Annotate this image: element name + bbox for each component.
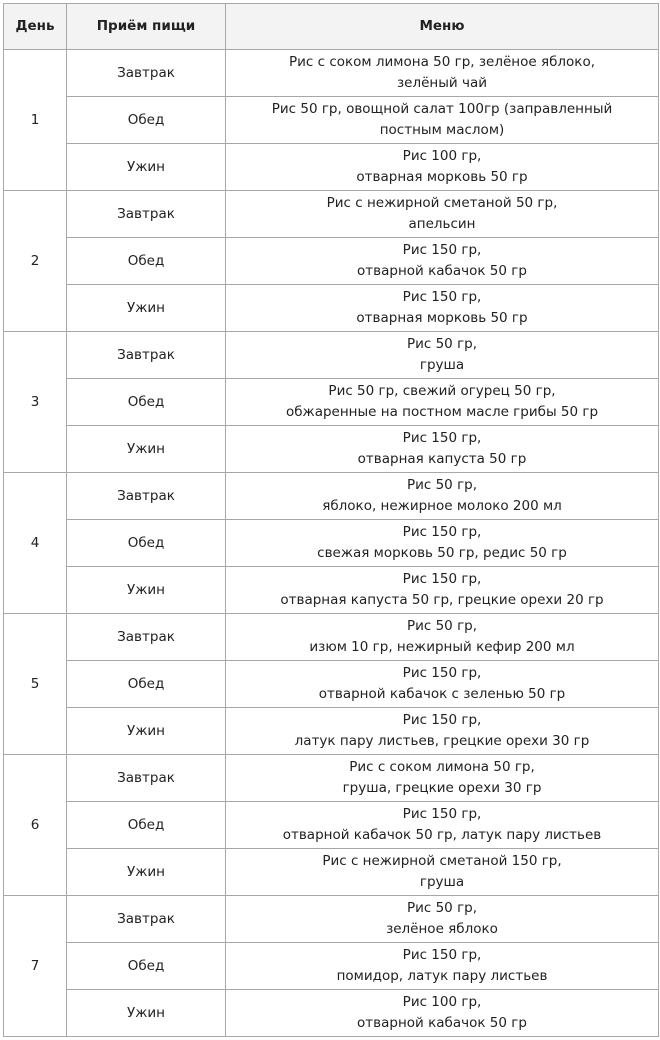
menu-cell [226, 755, 659, 802]
menu-cell [226, 943, 659, 990]
menu-line: отварной кабачок с зеленью 50 гр [318, 686, 566, 702]
meal-name-cell: Обед [67, 943, 226, 990]
table-row [4, 802, 659, 849]
menu-cell [226, 238, 659, 285]
menu-cell [226, 896, 659, 943]
menu-line: груша [419, 874, 465, 890]
menu-cell [226, 191, 659, 238]
menu-line: Рис 150 гр, [402, 665, 482, 681]
header-day: День [4, 4, 67, 50]
table-row [4, 332, 659, 379]
menu-line: Рис 150 гр, [402, 947, 482, 963]
menu-line: отварной кабачок 50 гр, латук пару листьев [282, 827, 602, 843]
menu-line: помидор, латук пару листьев [336, 968, 548, 984]
menu-line: Рис 50 гр, [406, 618, 478, 634]
diet-menu-table [3, 3, 659, 1037]
menu-cell [226, 567, 659, 614]
menu-cell [226, 144, 659, 191]
table-row [4, 520, 659, 567]
menu-line: отварная капуста 50 гр [357, 451, 527, 467]
day-number-cell: 6 [4, 755, 67, 896]
menu-line: Рис 50 гр, [406, 477, 478, 493]
menu-cell [226, 332, 659, 379]
table-row [4, 426, 659, 473]
table-row [4, 285, 659, 332]
menu-line: апельсин [408, 216, 476, 232]
meal-name-cell: Завтрак [67, 332, 226, 379]
menu-cell [226, 849, 659, 896]
table-row [4, 990, 659, 1037]
table-row [4, 896, 659, 943]
menu-cell [226, 614, 659, 661]
table-row [4, 849, 659, 896]
menu-line: свежая морковь 50 гр, редис 50 гр [317, 545, 567, 561]
menu-cell [226, 97, 659, 144]
header-meal: Приём пищи [67, 4, 226, 50]
menu-line: отварной кабачок 50 гр [357, 263, 527, 279]
table-body [4, 50, 659, 1037]
menu-line: Рис с нежирной сметаной 50 гр, [326, 195, 558, 211]
meal-name-cell: Завтрак [67, 473, 226, 520]
menu-line: Рис 150 гр, [402, 524, 482, 540]
menu-line: обжаренные на постном масле грибы 50 гр [285, 404, 599, 420]
header-menu: Меню [226, 4, 659, 50]
meal-name-cell: Обед [67, 661, 226, 708]
header-row [4, 4, 659, 50]
meal-name-cell: Ужин [67, 990, 226, 1037]
table-row [4, 50, 659, 97]
meal-name-cell: Завтрак [67, 896, 226, 943]
menu-line: Рис 50 гр, [406, 900, 478, 916]
menu-line: Рис 150 гр, [402, 571, 482, 587]
menu-line: Рис с соком лимона 50 гр, зелёное яблоко, [288, 54, 595, 70]
meal-name-cell: Ужин [67, 285, 226, 332]
menu-cell [226, 661, 659, 708]
meal-name-cell: Обед [67, 238, 226, 285]
menu-line: груша [419, 357, 465, 373]
menu-line: отварной кабачок 50 гр [357, 1015, 527, 1031]
day-number-cell: 7 [4, 896, 67, 1037]
table-row [4, 379, 659, 426]
menu-line: отварная капуста 50 гр, грецкие орехи 20 гр [280, 592, 604, 608]
day-number-cell: 3 [4, 332, 67, 473]
menu-cell [226, 379, 659, 426]
menu-line: Рис 150 гр, [402, 806, 482, 822]
menu-line: Рис 150 гр, [402, 712, 482, 728]
menu-cell [226, 473, 659, 520]
table-row [4, 943, 659, 990]
menu-line: Рис 100 гр, [402, 148, 482, 164]
table-header [4, 4, 659, 50]
menu-line: Рис 50 гр, [406, 336, 478, 352]
menu-line: Рис с нежирной сметаной 150 гр, [322, 853, 562, 869]
meal-name-cell: Завтрак [67, 191, 226, 238]
menu-line: Рис 100 гр, [402, 994, 482, 1010]
menu-line: груша, грецкие орехи 30 гр [342, 780, 542, 796]
menu-line: зелёный чай [397, 75, 487, 91]
menu-line: Рис 150 гр, [402, 430, 482, 446]
table-row [4, 473, 659, 520]
menu-cell [226, 426, 659, 473]
table-row [4, 191, 659, 238]
table-row [4, 567, 659, 614]
menu-line: зелёное яблоко [386, 921, 498, 937]
menu-line: Рис 150 гр, [402, 242, 482, 258]
day-number-cell: 2 [4, 191, 67, 332]
menu-line: Рис с соком лимона 50 гр, [349, 759, 535, 775]
menu-line: Рис 50 гр, овощной салат 100гр (заправленный [271, 101, 613, 117]
meal-name-cell: Завтрак [67, 755, 226, 802]
table-row [4, 97, 659, 144]
table-row [4, 708, 659, 755]
menu-cell [226, 285, 659, 332]
meal-name-cell: Ужин [67, 426, 226, 473]
menu-line: отварная морковь 50 гр [356, 169, 528, 185]
meal-name-cell: Ужин [67, 849, 226, 896]
menu-line: отварная морковь 50 гр [356, 310, 528, 326]
menu-cell [226, 708, 659, 755]
day-number-cell: 1 [4, 50, 67, 191]
meal-name-cell: Обед [67, 520, 226, 567]
meal-name-cell: Обед [67, 802, 226, 849]
meal-name-cell: Завтрак [67, 614, 226, 661]
meal-name-cell: Ужин [67, 708, 226, 755]
day-number-cell: 5 [4, 614, 67, 755]
menu-line: изюм 10 гр, нежирный кефир 200 мл [309, 639, 575, 655]
meal-name-cell: Ужин [67, 567, 226, 614]
menu-cell [226, 802, 659, 849]
menu-cell [226, 50, 659, 97]
menu-line: Рис 150 гр, [402, 289, 482, 305]
menu-line: яблоко, нежирное молоко 200 мл [322, 498, 562, 514]
meal-name-cell: Обед [67, 379, 226, 426]
table-row [4, 238, 659, 285]
meal-name-cell: Ужин [67, 144, 226, 191]
menu-line: постным маслом) [379, 122, 505, 138]
menu-cell [226, 990, 659, 1037]
table-row [4, 614, 659, 661]
meal-name-cell: Завтрак [67, 50, 226, 97]
day-number-cell: 4 [4, 473, 67, 614]
table-row [4, 755, 659, 802]
meal-name-cell: Обед [67, 97, 226, 144]
menu-cell [226, 520, 659, 567]
menu-line: латук пару листьев, грецкие орехи 30 гр [294, 733, 590, 749]
table-row [4, 661, 659, 708]
menu-line: Рис 50 гр, свежий огурец 50 гр, [328, 383, 556, 399]
table-row [4, 144, 659, 191]
